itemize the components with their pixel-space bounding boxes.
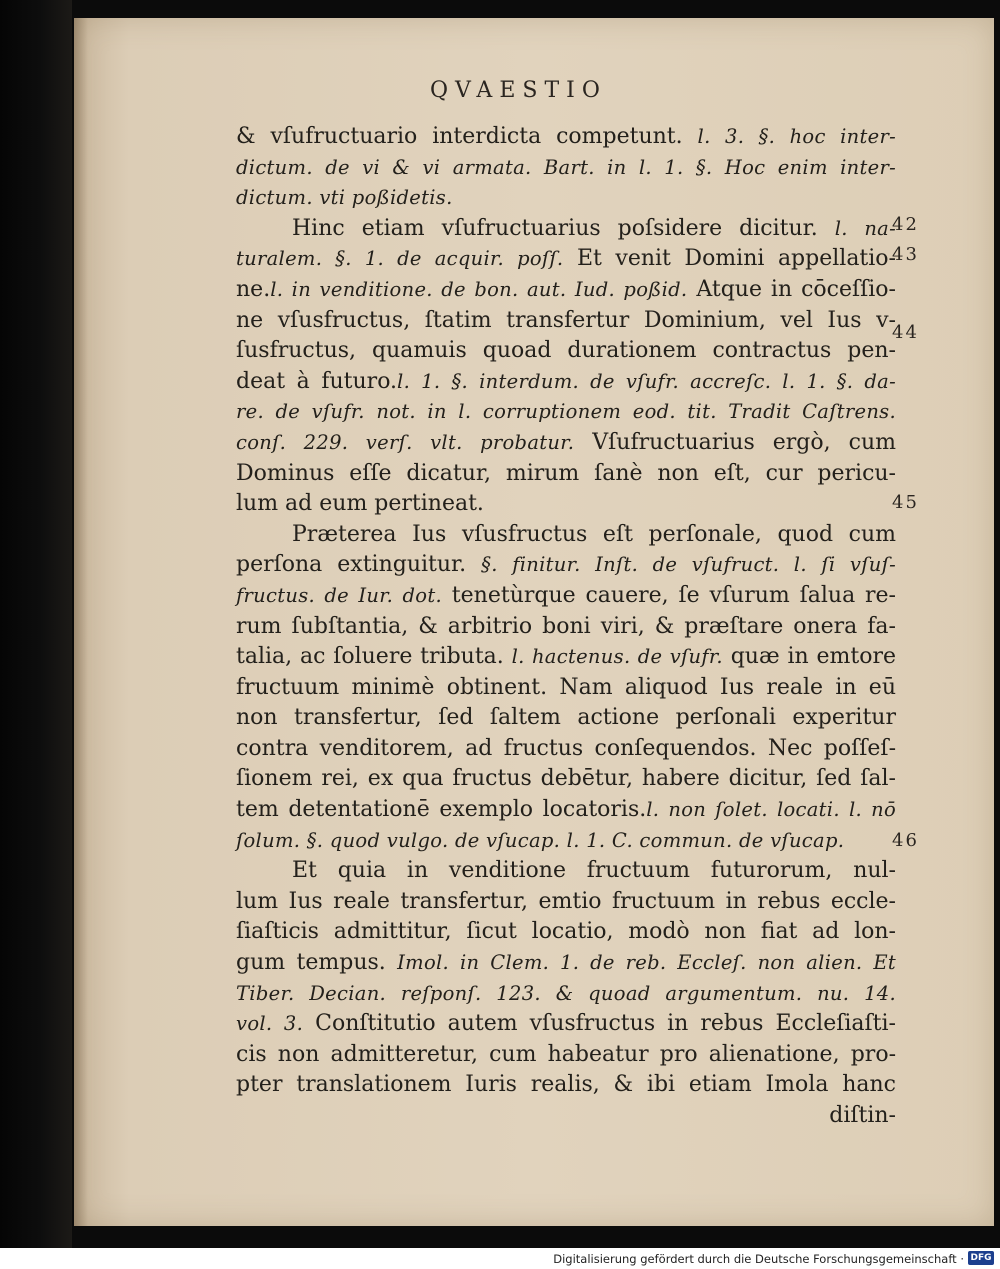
text-line xyxy=(236,673,896,704)
legal-citation: l. in venditione. de bon. aut. Iud. poßid. xyxy=(270,277,688,301)
line-text-after: tenetùrque cauere, ſe vſurum ſalua re- xyxy=(441,582,896,608)
legal-citation: vol. 3. xyxy=(236,1012,304,1036)
line-text: pter translationem Iuris realis, & ibi etiam Imola hanc xyxy=(236,1072,896,1098)
margin-number: 44 xyxy=(892,322,919,343)
legal-citation: turalem. §. 1. de acquir. poſſ. xyxy=(236,247,564,271)
line-text-after: Conſtitutio autem vſusfructus in rebus Eccleſiaſti- xyxy=(303,1011,896,1037)
legal-citation: §. finitur. Inſt. de vſufruct. l. ſi vſuſ- xyxy=(481,553,896,577)
line-text: rum ſubſtantia, & arbitrio boni viri, & præſtare onera fa- xyxy=(236,613,896,639)
running-head: QVAESTIO xyxy=(430,78,607,103)
line-text: cis non admitteretur, cum habeatur pro alienatione, pro- xyxy=(236,1041,896,1067)
legal-citation: dictum. de vi & vi armata. Bart. in l. 1. §. Hoc enim inter- xyxy=(236,155,896,179)
line-text: tem detentationē exemplo locatoris. xyxy=(236,797,647,823)
text-line xyxy=(236,764,896,795)
margin-number: 42 xyxy=(892,214,919,235)
digitization-credit: Digitalisierung gefördert durch die Deutsche Forschungsgemeinschaft · xyxy=(553,1252,964,1266)
text-line xyxy=(236,244,896,275)
text-line xyxy=(236,1009,896,1040)
margin-number: 43 xyxy=(892,244,919,265)
text-line xyxy=(236,1070,896,1101)
line-text: contra venditorem, ad fructus conſequendos. Nec poſſeſ- xyxy=(236,735,896,761)
line-text-after: Et venit Domini appellatio- xyxy=(563,246,896,272)
text-line xyxy=(236,459,896,490)
line-text: gum tempus. xyxy=(236,950,398,976)
text-line xyxy=(236,489,896,520)
line-text: & vſufructuario interdicta competunt. xyxy=(236,124,698,149)
line-text: deat à futuro. xyxy=(236,368,398,394)
line-text: Præterea Ius vſusfructus eſt perſonale, quod cum xyxy=(292,521,896,547)
text-line xyxy=(236,887,896,918)
line-text: Et quia in venditione fructuum futurorum, nul- xyxy=(292,858,896,884)
text-line xyxy=(236,979,896,1010)
text-line xyxy=(236,1040,896,1071)
text-line xyxy=(236,520,896,551)
text-line xyxy=(236,795,896,826)
text-line xyxy=(236,948,896,979)
line-text: perſona extinguitur. xyxy=(236,552,482,578)
line-text: Dominus eſſe dicatur, mirum ſanè non eſt, cur pericu- xyxy=(236,460,896,486)
text-line xyxy=(236,336,896,367)
text-line xyxy=(236,612,896,643)
legal-citation: l. hactenus. de vſufr. xyxy=(511,645,723,669)
line-text: ſionem rei, ex qua fructus debētur, habere dicitur, ſed ſal- xyxy=(236,766,896,792)
line-text: ſiaſticis admittitur, ſicut locatio, modò non fiat ad lon- xyxy=(236,919,896,945)
line-text: fructuum minimè obtinent. Nam aliquod Ius reale in eū xyxy=(236,674,896,700)
text-line xyxy=(236,917,896,948)
legal-citation: ſolum. §. quod vulgo. de vſucap. l. 1. C. commun. de vſucap. xyxy=(236,828,845,852)
text-line xyxy=(236,550,896,581)
line-text: non transfertur, ſed ſaltem actione perſonali experitur xyxy=(236,705,896,731)
text-line xyxy=(236,826,896,857)
margin-number: 45 xyxy=(892,492,919,513)
line-text: diſtin- xyxy=(829,1103,896,1128)
margin-number: 46 xyxy=(892,830,919,851)
legal-citation: conſ. 229. verſ. vlt. probatur. xyxy=(236,430,575,454)
line-text: lum ad eum pertineat. xyxy=(236,491,484,517)
line-text-after: Atque in cōceſſio- xyxy=(687,276,896,302)
line-text-after: quæ in emtore xyxy=(722,644,896,670)
dfg-logo: DFG xyxy=(968,1251,994,1265)
line-text: Hinc etiam vſufructuarius poſsidere dicitur. xyxy=(292,215,835,241)
legal-citation: l. na- xyxy=(834,216,896,240)
legal-citation: l. 3. §. hoc inter- xyxy=(697,125,896,148)
line-text: talia, ac ſoluere tributa. xyxy=(236,644,512,670)
text-line xyxy=(236,306,896,337)
text-line xyxy=(236,703,896,734)
line-text: ne vſusfructus, ſtatim transfertur Dominium, vel Ius v- xyxy=(236,307,896,333)
line-text-after: Vſufructuarius ergò, cum xyxy=(574,429,896,455)
text-line xyxy=(236,122,896,153)
text-line xyxy=(236,275,896,306)
text-line xyxy=(236,397,896,428)
legal-citation: l. non ſolet. locati. l. nō xyxy=(646,798,896,822)
legal-citation: Imol. in Clem. 1. de reb. Eccleſ. non alien. Et xyxy=(397,951,897,975)
line-text: ne. xyxy=(236,276,271,302)
text-line xyxy=(236,183,896,214)
legal-citation: re. de vſufr. not. in l. corruptionem eod. tit. Tradit Caſtrens. xyxy=(236,400,896,424)
text-line xyxy=(236,642,896,673)
legal-citation: dictum. vti poßidetis. xyxy=(236,186,453,210)
text-line xyxy=(236,856,896,887)
text-line xyxy=(236,214,896,245)
text-line xyxy=(236,734,896,765)
legal-citation: fructus. de Iur. dot. xyxy=(236,583,442,607)
legal-citation: l. 1. §. interdum. de vſufr. accreſc. l. 1. §. da- xyxy=(397,369,896,393)
line-text: ſusfructus, quamuis quoad durationem contractus pen- xyxy=(236,338,896,364)
text-line xyxy=(236,1101,896,1132)
text-line xyxy=(236,367,896,398)
text-line xyxy=(236,153,896,184)
body-text xyxy=(236,122,896,1132)
legal-citation: Tiber. Decian. reſponſ. 123. & quoad argumentum. nu. 14. xyxy=(236,981,896,1005)
line-text: lum Ius reale transfertur, emtio fructuum in rebus eccle- xyxy=(236,888,896,914)
book-spine-shadow xyxy=(0,0,72,1248)
text-line xyxy=(236,428,896,459)
text-line xyxy=(236,581,896,612)
